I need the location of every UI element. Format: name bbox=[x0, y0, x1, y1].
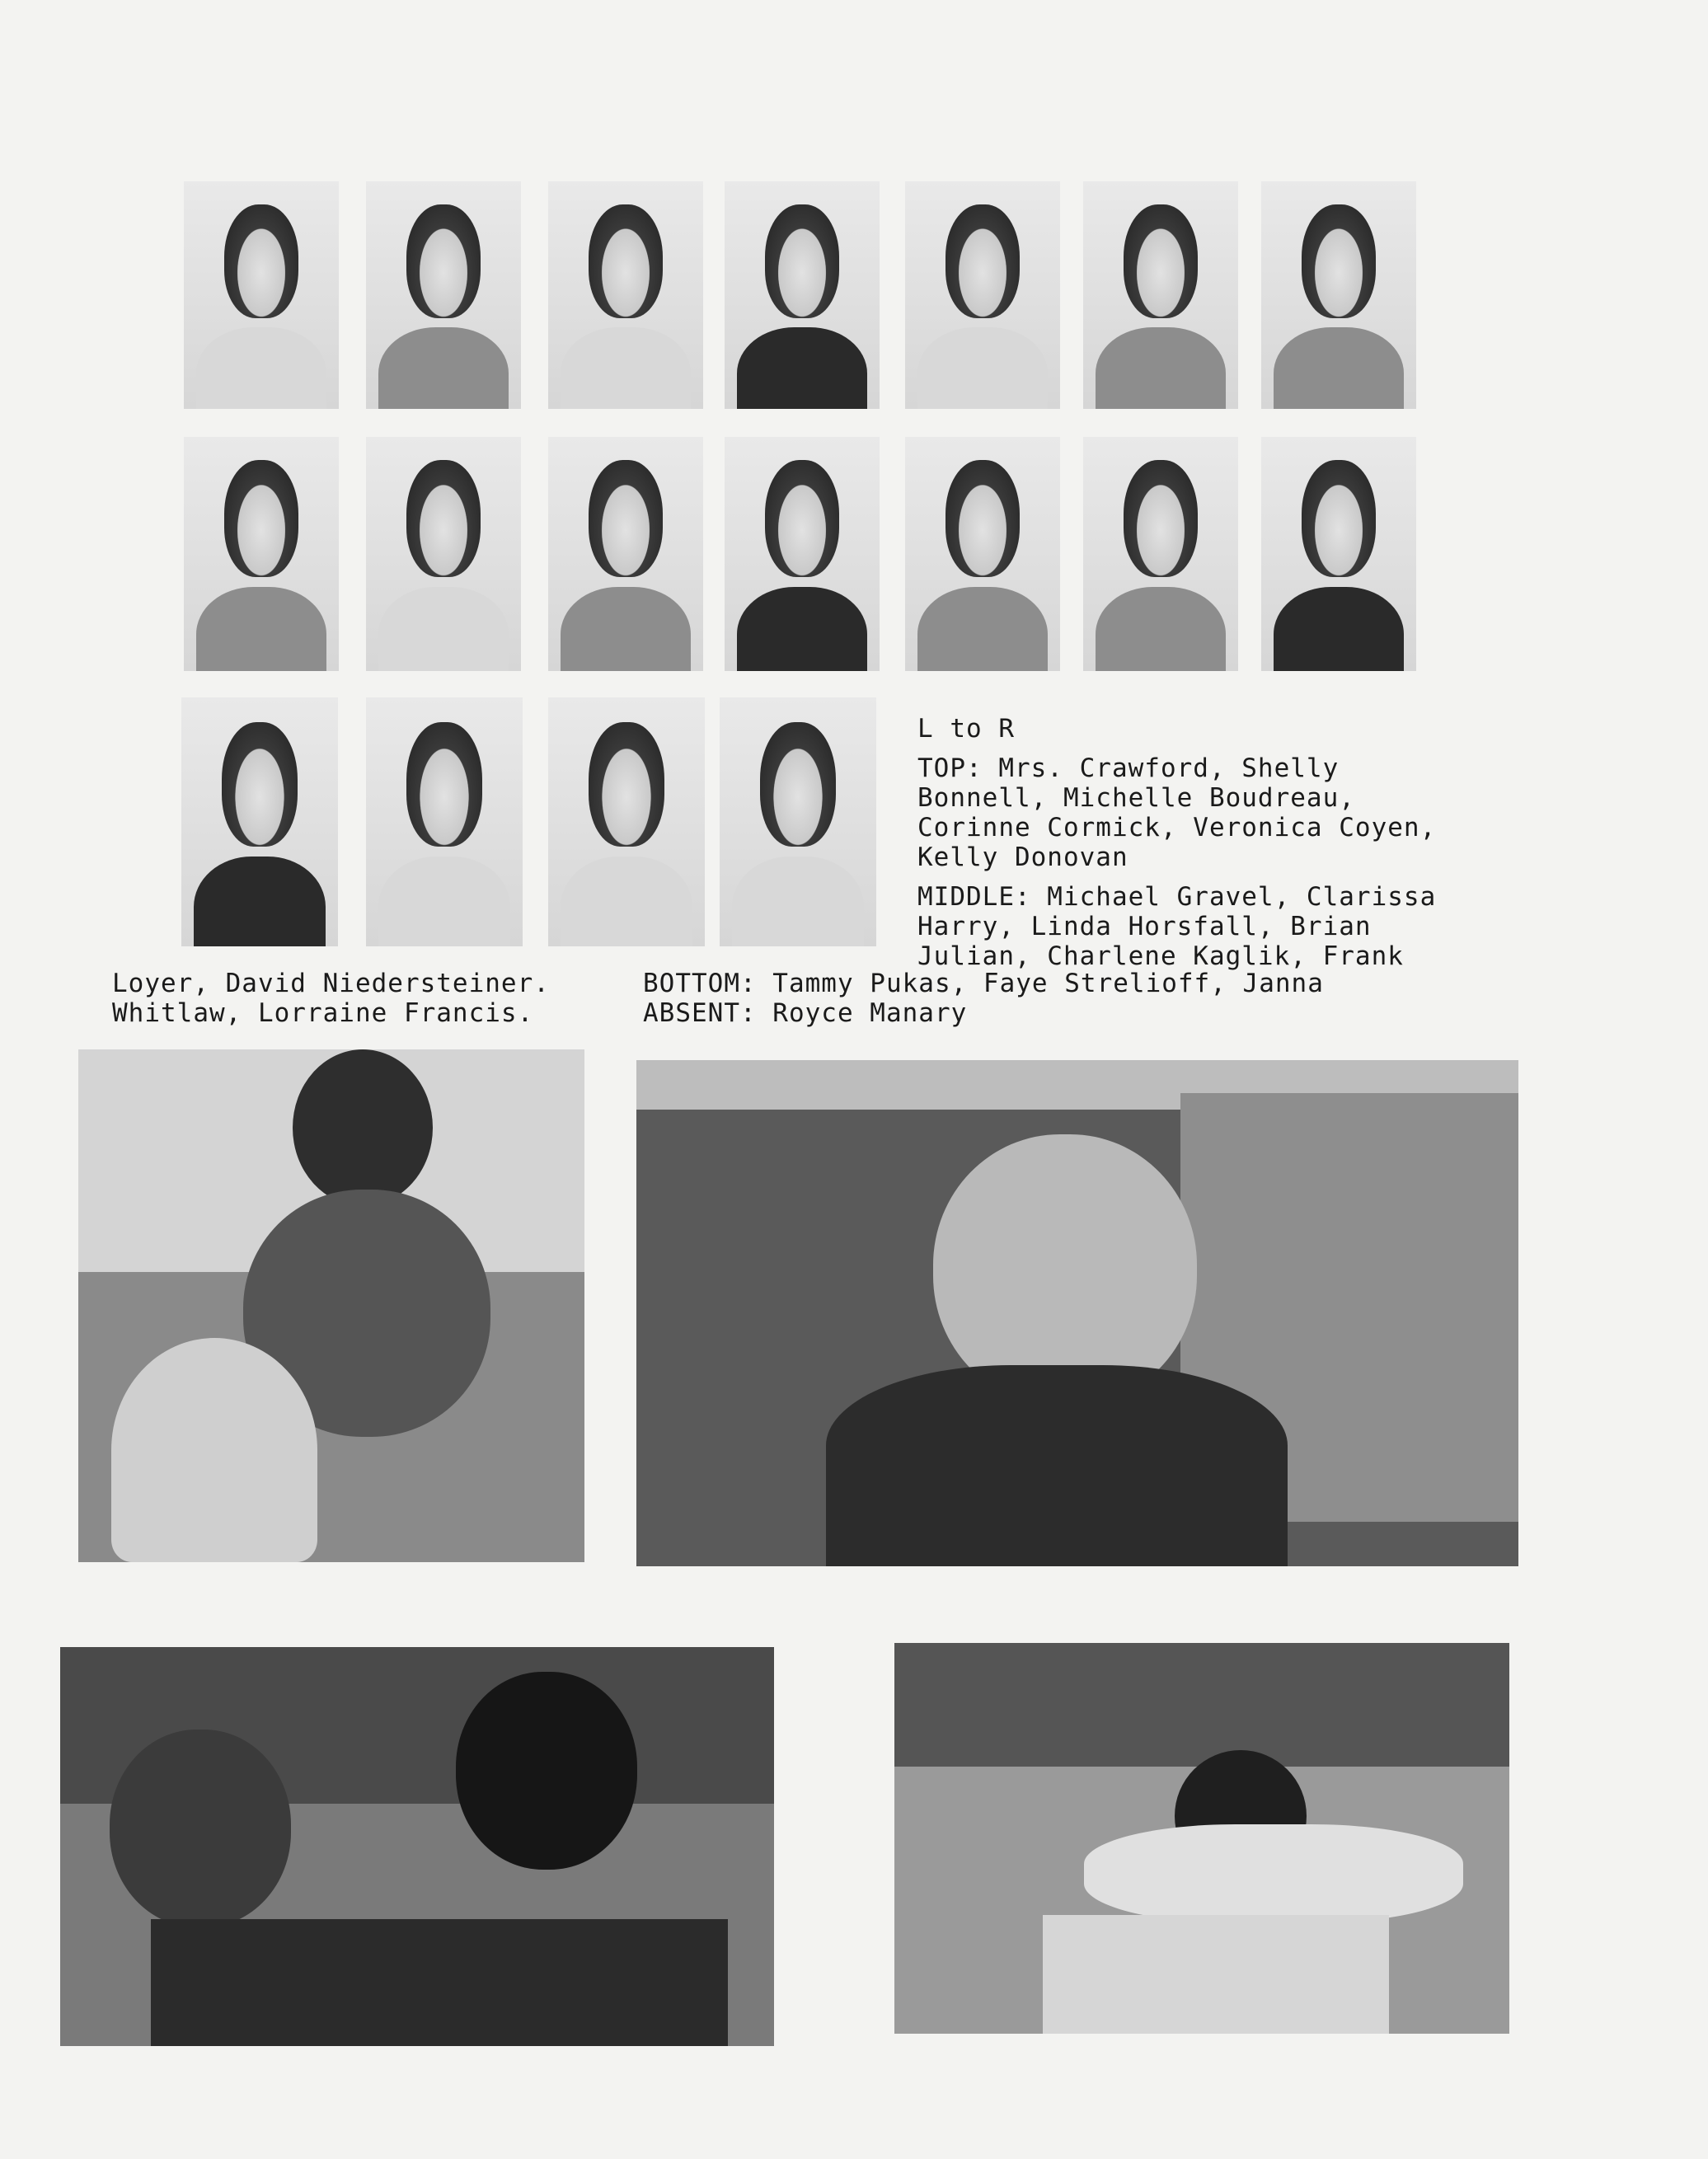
candid-photo-juice-box bbox=[636, 1060, 1518, 1566]
candid-photo-writing-pair bbox=[60, 1647, 774, 2046]
class-portrait bbox=[1261, 437, 1416, 671]
caption-top: TOP: Mrs. Crawford, Shelly Bonnell, Michelle Boudreau, Corinne Cormick, Veronica Coyen, Kelly Donovan bbox=[917, 753, 1437, 872]
class-portrait bbox=[905, 181, 1060, 409]
class-portrait bbox=[720, 697, 876, 946]
candid-photo-boy-writing bbox=[894, 1643, 1509, 2034]
class-portrait bbox=[548, 437, 703, 671]
class-portrait bbox=[366, 697, 523, 946]
class-portrait bbox=[184, 437, 339, 671]
class-portrait bbox=[725, 437, 880, 671]
candid-photo-desks bbox=[78, 1049, 584, 1562]
class-portrait bbox=[725, 181, 880, 409]
class-portrait bbox=[905, 437, 1060, 671]
class-portrait bbox=[181, 697, 338, 946]
class-portrait bbox=[1083, 181, 1238, 409]
caption-heading: L to R bbox=[917, 714, 1015, 744]
class-portrait bbox=[366, 181, 521, 409]
class-portrait bbox=[366, 437, 521, 671]
class-portrait bbox=[1261, 181, 1416, 409]
class-portrait bbox=[1083, 437, 1238, 671]
caption-left-continuation: Loyer, David Niedersteiner. Whitlaw, Lorraine Francis. bbox=[112, 969, 550, 1028]
class-portrait bbox=[548, 181, 703, 409]
class-portrait bbox=[548, 697, 705, 946]
class-portrait bbox=[184, 181, 339, 409]
caption-bottom: BOTTOM: Tammy Pukas, Faye Strelioff, Janna ABSENT: Royce Manary bbox=[643, 969, 1324, 1028]
caption-middle: MIDDLE: Michael Gravel, Clarissa Harry, Linda Horsfall, Brian Julian, Charlene Kaglik, Frank bbox=[917, 882, 1437, 971]
